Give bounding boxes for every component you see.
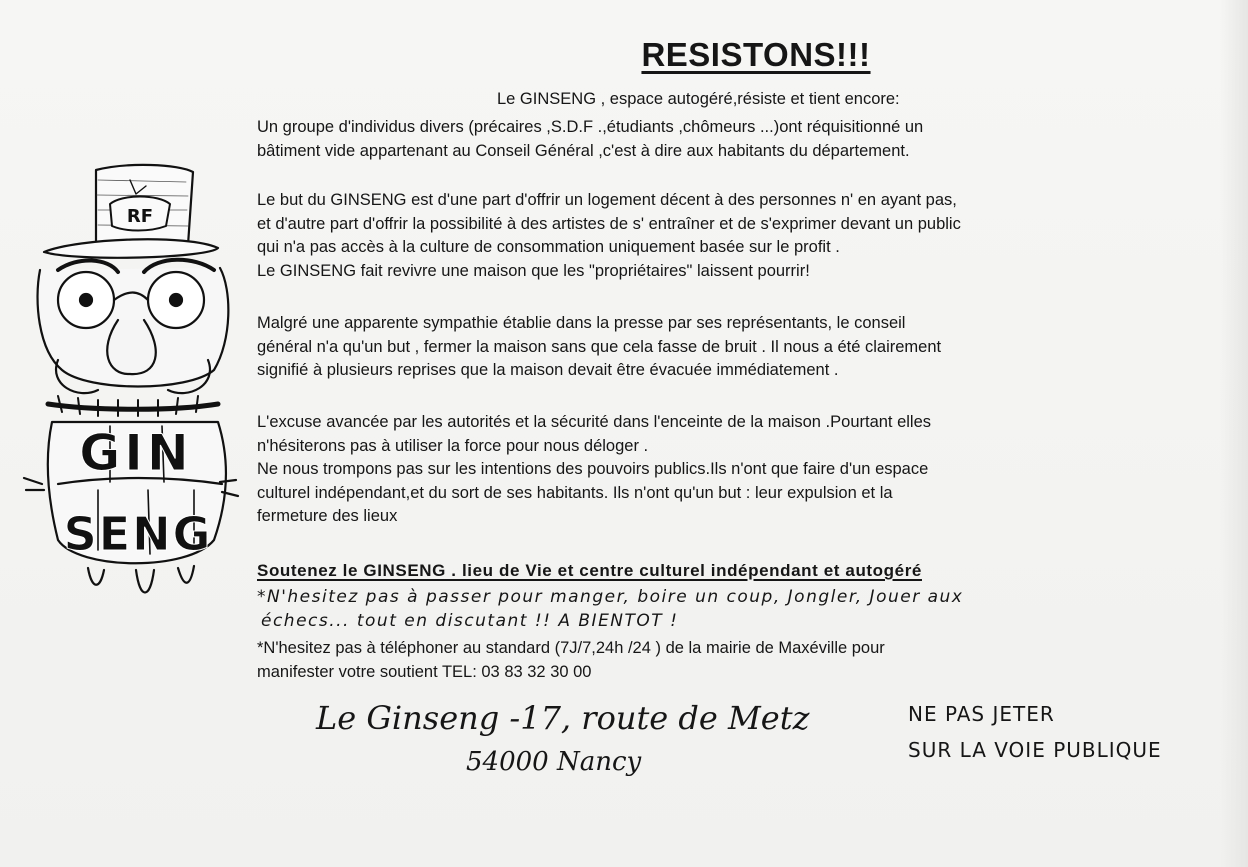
paragraph-council [257, 312, 1157, 383]
text-line: n'hésiterons pas à utiliser la force pour nous déloger . [257, 436, 649, 455]
knuckle-text-bottom: SENG [63, 507, 213, 561]
handwritten-line: *N'hesitez pas à passer pour manger, boire un coup, Jongler, Jouer aux [257, 587, 964, 607]
handwritten-address [316, 696, 809, 784]
intro-line: Le GINSENG , espace autogéré,résiste et tient encore: [497, 90, 900, 108]
text-line: *N'hesitez pas à téléphoner au standard (7J/7,24h /24 ) de la mairie de Maxéville pour [257, 639, 885, 657]
text-line: qui n'a pas accès à la culture de consommation uniquement basée sur le profit . [257, 238, 840, 256]
paragraph-authorities [257, 411, 1157, 529]
text-line: Ne nous trompons pas sur les intentions des pouvoirs publics.Ils n'ont que faire d'un espace [257, 460, 929, 478]
do-not-litter-notice [908, 696, 1162, 768]
text-line: général n'a qu'un but , fermer la maison sans que cela fasse de bruit . Il nous a été clairement [257, 337, 942, 356]
text-line: culturel indépendant,et du sort de ses habitants. Ils n'ont qu'un but : leur expulsion et la [257, 483, 893, 502]
support-slogan: Soutenez le GINSENG . lieu de Vie et centre culturel indépendant et autogéré [257, 561, 922, 580]
hat-label-text: RF [126, 206, 154, 227]
text-line: signifié à plusieurs reprises que la maison devait être évacuée immédiatement . [257, 361, 839, 379]
notice-line: NE PAS JETER [908, 702, 1055, 726]
knuckle-text-top: GIN [79, 424, 193, 482]
text-line: Malgré une apparente sympathie établie dans la presse par ses représentants, le conseil [257, 314, 906, 332]
text-line: Un groupe d'individus divers (précaires ,S.D.F .,étudiants ,chômeurs ...)ont réquisitionné un [257, 118, 924, 136]
text-line: L'excuse avancée par les autorités et la sécurité dans l'enceinte de la maison .Pourtant elles [257, 413, 932, 431]
text-line: bâtiment vide appartenant au Conseil Général ,c'est à dire aux habitants du département. [257, 141, 910, 160]
paragraph-occupation [257, 116, 1157, 163]
page-title: RESISTONS!!! [641, 36, 871, 73]
address-line-1: Le Ginseng -17, route de Metz [316, 699, 810, 737]
address-line-2: 54000 Nancy [466, 747, 642, 777]
text-line: Le but du GINSENG est d'une part d'offrir un logement décent à des personnes n' en ayant pas, [257, 191, 957, 209]
paragraph-purpose [257, 189, 1157, 283]
text-line: manifester votre soutient TEL: 03 83 32 30 00 [257, 662, 592, 681]
text-line: fermeture des lieux [257, 507, 398, 525]
text-line: Le GINSENG fait revivre une maison que les "propriétaires" laissent pourrir! [257, 261, 810, 280]
text-line: et d'autre part d'offrir la possibilité à des artistes de s' entraîner et de s'exprimer devant un public [257, 214, 961, 233]
notice-line: SUR LA VOIE PUBLIQUE [908, 738, 1162, 762]
handwritten-line: échecs... tout en discutant !! A BIENTOT ! [261, 611, 679, 631]
handwritten-invitation [257, 585, 963, 633]
ginseng-cartoon-illustration [18, 160, 248, 640]
paper-edge-shadow [1220, 0, 1248, 867]
phone-support-note [257, 637, 1157, 684]
